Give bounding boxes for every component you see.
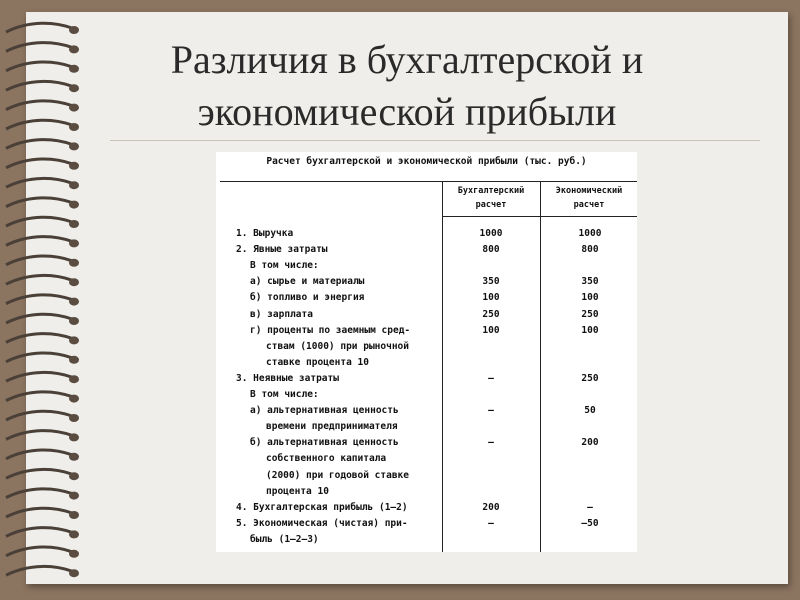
row-label: в) зарплата (250, 308, 313, 320)
row-label: а) сырье и материалы (250, 276, 365, 288)
binding-hole (69, 181, 79, 189)
binding-hole (69, 142, 79, 150)
row-accounting-value: 100 (482, 324, 500, 336)
binding-hole (69, 472, 79, 480)
spiral-ring (6, 431, 72, 440)
header-accounting-line2: расчет (475, 200, 507, 210)
row-accounting-value: 800 (482, 244, 500, 256)
row-label: собственного капитала (266, 453, 387, 465)
binding-hole (69, 220, 79, 228)
header-bottom-rule (442, 216, 637, 217)
spiral-ring (6, 140, 72, 149)
spiral-ring (6, 159, 72, 168)
spiral-ring (6, 392, 72, 401)
binding-hole (69, 453, 79, 461)
table-row (216, 435, 637, 451)
binding-hole (69, 550, 79, 558)
binding-hole (69, 414, 79, 422)
row-economic-value: – (587, 501, 593, 513)
row-accounting-value: 250 (482, 308, 500, 320)
table-row (216, 419, 637, 435)
row-label: б) альтернативная ценность (250, 437, 399, 449)
spiral-ring (6, 23, 72, 32)
table-row (216, 290, 637, 306)
title-divider (110, 140, 760, 141)
table-row (216, 274, 637, 290)
header-accounting-line1: Бухгалтерский (457, 186, 525, 196)
binding-hole (69, 26, 79, 34)
row-label: времени предпринимателя (266, 421, 398, 433)
header-accounting (442, 184, 540, 212)
spiral-ring (6, 547, 72, 556)
row-label: быль (1–2–3) (250, 533, 319, 545)
row-label: 2. Явные затраты (236, 244, 328, 256)
binding-hole (69, 375, 79, 383)
binding-hole (69, 162, 79, 170)
spiral-ring (6, 295, 72, 304)
spiral-ring (6, 411, 72, 420)
table-row (216, 371, 637, 387)
row-label: б) топливо и энергия (250, 292, 365, 304)
spiral-ring (6, 334, 72, 343)
row-economic-value: 800 (581, 244, 599, 256)
spiral-ring (6, 198, 72, 207)
row-accounting-value: 100 (482, 292, 500, 304)
table-row (216, 258, 637, 274)
row-economic-value: 50 (584, 405, 596, 417)
table-row (216, 355, 637, 371)
spiral-ring (6, 314, 72, 323)
binding-hole (69, 395, 79, 403)
row-economic-value: 200 (581, 437, 599, 449)
table-row (216, 451, 637, 467)
row-label: ставке процента 10 (266, 356, 369, 368)
row-label: 1. Выручка (236, 228, 294, 239)
table-row (216, 403, 637, 419)
row-economic-value: –50 (581, 517, 599, 529)
table-row (216, 516, 637, 532)
table-row (216, 339, 637, 355)
table-row (216, 468, 637, 484)
table-row (216, 323, 637, 339)
row-accounting-value: – (488, 405, 494, 417)
binding-hole (69, 336, 79, 344)
table-row (216, 307, 637, 323)
spiral-ring (6, 275, 72, 284)
table-top-rule (220, 181, 637, 182)
table-row (216, 484, 637, 500)
title-line-2: экономической прибыли (197, 89, 617, 134)
binding-hole (69, 298, 79, 306)
row-economic-value: 250 (581, 308, 599, 320)
row-accounting-value: 350 (482, 276, 500, 288)
row-economic-value: 100 (581, 324, 599, 336)
table-caption: Расчет бухгалтерской и экономической прибыли (тыс. руб.) (266, 156, 587, 167)
header-economic-line2: расчет (573, 200, 605, 210)
header-economic-line1: Экономический (555, 186, 623, 196)
spiral-ring (6, 528, 72, 537)
spiral-ring (6, 372, 72, 381)
spiral-ring (6, 178, 72, 187)
spiral-ring (6, 566, 72, 575)
binding-hole (69, 259, 79, 267)
row-label: В том числе: (250, 260, 319, 272)
row-accounting-value: – (488, 372, 494, 384)
header-economic (541, 184, 637, 212)
row-label: ствам (1000) при рыночной (266, 340, 409, 352)
row-accounting-value: 1000 (479, 228, 503, 239)
binding-hole (69, 317, 79, 325)
row-accounting-value: – (488, 437, 494, 449)
row-economic-value: 1000 (578, 228, 602, 239)
row-label: (2000) при годовой ставке (266, 469, 409, 481)
spiral-ring (6, 353, 72, 362)
row-economic-value: 350 (581, 276, 599, 288)
table-row (216, 226, 637, 242)
row-label: 4. Бухгалтерская прибыль (1–2) (236, 501, 408, 513)
binding-hole (69, 511, 79, 519)
table-row (216, 500, 637, 516)
spiral-ring (6, 450, 72, 459)
row-accounting-value: 200 (482, 501, 500, 513)
row-economic-value: 250 (581, 372, 599, 384)
profit-table (216, 152, 637, 552)
title-line-1: Различия в бухгалтерской и (170, 37, 644, 82)
table-row (216, 532, 637, 548)
binding-hole (69, 433, 79, 441)
table-row (216, 242, 637, 258)
row-label: 5. Экономическая (чистая) при- (236, 517, 408, 529)
spiral-ring (6, 489, 72, 498)
row-economic-value: 100 (581, 292, 599, 304)
binding-hole (69, 569, 79, 577)
spiral-ring (6, 469, 72, 478)
binding-hole (69, 356, 79, 364)
slide-title (26, 34, 788, 138)
row-label: процента 10 (266, 485, 329, 497)
spiral-ring (6, 217, 72, 226)
spiral-ring (6, 508, 72, 517)
table-row (216, 387, 637, 403)
row-label: а) альтернативная ценность (250, 405, 399, 417)
row-label: В том числе: (250, 389, 319, 400)
binding-hole (69, 492, 79, 500)
row-accounting-value: – (488, 517, 494, 529)
spiral-ring (6, 237, 72, 246)
binding-hole (69, 530, 79, 538)
binding-hole (69, 239, 79, 247)
binding-hole (69, 278, 79, 286)
spiral-ring (6, 256, 72, 265)
binding-hole (69, 201, 79, 209)
row-label: г) проценты по заемным сред- (250, 324, 411, 336)
row-label: 3. Неявные затраты (236, 372, 339, 384)
